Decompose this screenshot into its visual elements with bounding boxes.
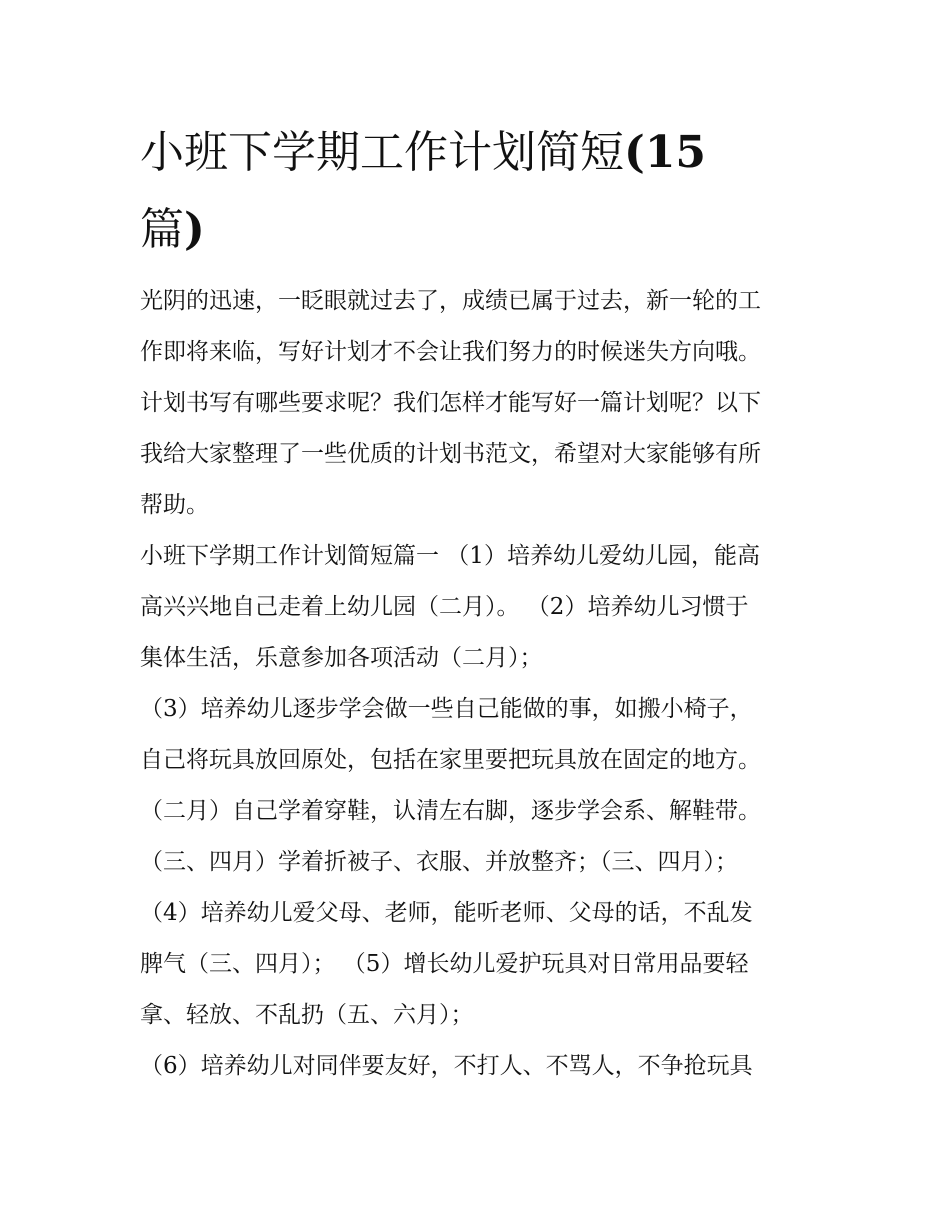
body-line: （二月）自己学着穿鞋，认清左右脚，逐步学会系、解鞋带。 (140, 798, 761, 824)
body-line: 计划书写有哪些要求呢？我们怎样才能写好一篇计划呢？以下 (140, 390, 761, 416)
body-line: 帮助。 (140, 492, 209, 518)
document-body (140, 276, 830, 1092)
body-line: 高兴兴地自己走着上幼儿园（二月）。 （2）培养幼儿习惯于 (140, 594, 749, 620)
title-count-open: (15 (624, 127, 707, 178)
body-line: 自己将玩具放回原处，包括在家里要把玩具放在固定的地方。 (140, 747, 761, 773)
body-line: 光阴的迅速，一眨眼就过去了，成绩已属于过去，新一轮的工 (140, 288, 761, 314)
title-text-line2: 篇 (140, 204, 184, 255)
body-line: （3）培养幼儿逐步学会做一些自己能做的事，如搬小椅子， (140, 696, 753, 722)
body-line: （4）培养幼儿爱父母、老师，能听老师、父母的话，不乱发 (140, 900, 753, 926)
body-line: 集体生活，乐意参加各项活动（二月）； (140, 645, 543, 671)
body-line: 拿、轻放、不乱扔（五、六月）； (140, 1002, 474, 1028)
title-count-close: ) (184, 204, 205, 255)
document-title (140, 114, 820, 268)
body-line: 脾气（三、四月）； （5）增长幼儿爱护玩具对日常用品要轻 (140, 951, 749, 977)
body-line: （三、四月）学着折被子、衣服、并放整齐；（三、四月）； (140, 849, 738, 875)
body-line: 我给大家整理了一些优质的计划书范文，希望对大家能够有所 (140, 441, 761, 467)
body-line: （6）培养幼儿对同伴要友好，不打人、不骂人，不争抢玩具 (140, 1053, 753, 1079)
title-text-line1: 小班下学期工作计划简短 (140, 127, 624, 178)
body-line: 小班下学期工作计划简短篇一 （1）培养幼儿爱幼儿园，能高 (140, 543, 760, 569)
body-line: 作即将来临，写好计划才不会让我们努力的时候迷失方向哦。 (140, 339, 761, 365)
